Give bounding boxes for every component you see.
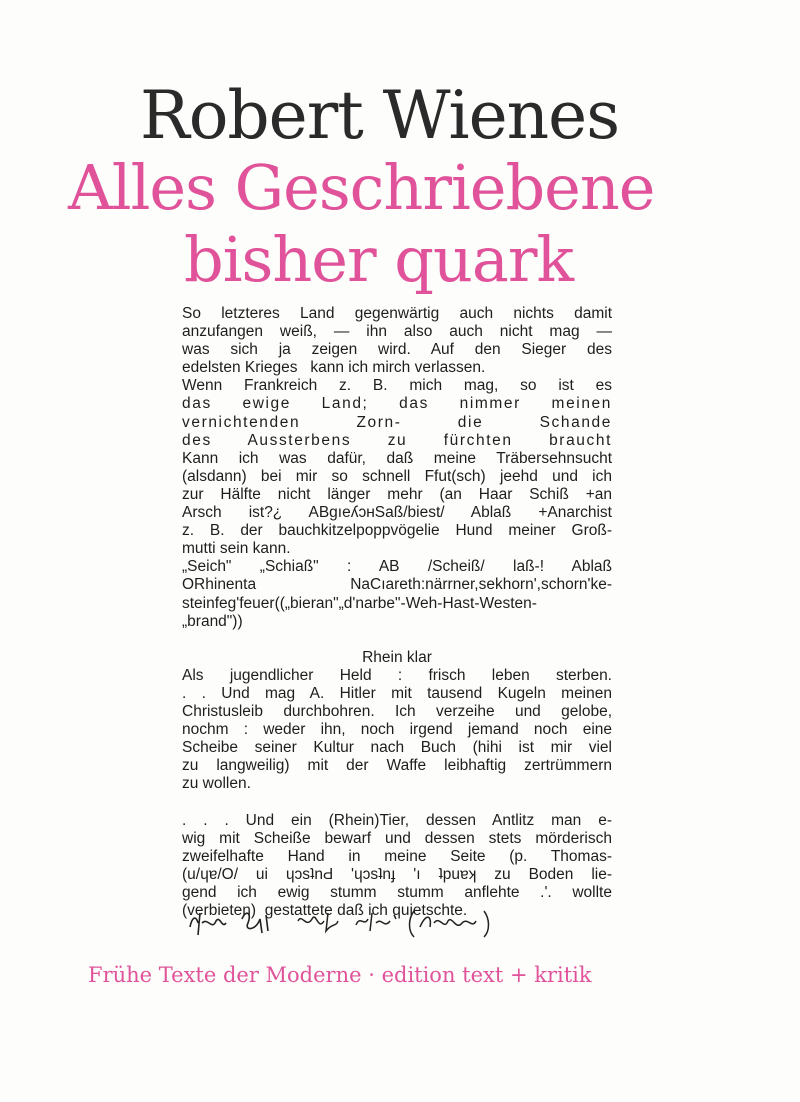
poem-line: „brand")) xyxy=(182,612,243,630)
title-line-1: Alles Geschriebene xyxy=(68,151,655,224)
poem-line: Christusleib durchbohren. Ich verzeihe und gelobe, xyxy=(182,703,612,721)
poem-line: Rhein klar xyxy=(362,648,432,666)
poem-line: des Aussterbens zu fürchten braucht xyxy=(182,431,612,449)
poem-line: gend ich ewig stumm stumm anflehte .'. wollte xyxy=(182,884,612,901)
poem-line xyxy=(182,631,612,649)
poem-line: . . Und mag A. Hitler mit tausend Kugeln meinen xyxy=(182,684,612,702)
poem-line: Scheibe seiner Kultur nach Buch (hihi ist mir viel xyxy=(182,739,612,757)
poem-line: das ewige Land; das nimmer meinen xyxy=(182,395,612,413)
poem-line: nochm : weder ihn, noch irgend jemand noch eine xyxy=(182,721,612,739)
poem-line: zu langweilig) mit der Waffe leibhaftig zertrümmern xyxy=(182,757,612,775)
poem-line: vernichtenden Zorn- die Schande xyxy=(182,413,612,431)
poem-line: Arsch ist?¿ ABgıeʎɔʜSaß/biest/ Ablaß +Anarchist xyxy=(182,504,612,522)
poem-line: steinfeg'feuer((„bieran"„d'narbe"-Weh-Hast-Westen- xyxy=(182,594,537,612)
author-name: Robert Wienes xyxy=(140,77,620,154)
book-title xyxy=(68,152,655,296)
poem-line: z. B. der bauchkitzelpoppvögelie Hund meiner Groß- xyxy=(182,522,612,540)
poem-line: Wenn Frankreich z. B. mich mag, so ist es xyxy=(182,377,612,395)
poem-line: So letzteres Land gegenwärtig auch nichts damit xyxy=(182,305,612,322)
poem-line: Als jugendlicher Held : frisch leben sterben. xyxy=(182,666,612,684)
poem-line: „Seich" „Schiaß" : AB /Scheiß/ laß-! Ablaß xyxy=(182,558,612,576)
poem-line: edelsten Krieges kann ich mirch verlassen. xyxy=(182,359,486,377)
series-footer: Frühe Texte der Moderne · edition text + kritik xyxy=(88,963,592,987)
poem-line: ORhinenta NaCıareth:närrner,sekhorn',schorn'ke- xyxy=(182,576,612,594)
title-line-2: bisher quark xyxy=(184,223,574,296)
poem-line: (verbieten) gestattete daß ich quietschte. xyxy=(182,902,468,920)
poem-line: zu wollen. xyxy=(182,775,251,793)
poem-line: mutti sein kann. xyxy=(182,540,291,558)
poem-line: (u/ɥɐ/O/ ui ɥɔsʇnԀ 'ɥɔsʇnɟ 'ı ʇpuɐʞ zu Boden lie- xyxy=(182,865,612,883)
poem-line: (alsdann) bei mir so schnell Ffut(sch) jeehd und ich xyxy=(182,467,612,485)
poem-line: wig mit Scheiße bewarf und dessen stets mörderisch xyxy=(182,829,612,847)
poem-text xyxy=(182,305,612,920)
handwritten-signature xyxy=(186,905,506,941)
poem-line: was sich ja zeigen wird. Auf den Sieger des xyxy=(182,341,612,359)
poem-line: Kann ich was dafür, daß meine Träbersehnsucht xyxy=(182,449,612,467)
poem-line: zur Hälfte nicht länger mehr (an Haar Schiß +an xyxy=(182,485,612,503)
poem-line xyxy=(182,794,612,812)
poem-line: anzufangen weiß, — ihn also auch nicht mag — xyxy=(182,323,612,341)
poem-line: . . . Und ein (Rhein)Tier, dessen Antlitz man e- xyxy=(182,811,612,829)
poem-line: zweifelhafte Hand in meine Seite (p. Thomas- xyxy=(182,847,612,865)
